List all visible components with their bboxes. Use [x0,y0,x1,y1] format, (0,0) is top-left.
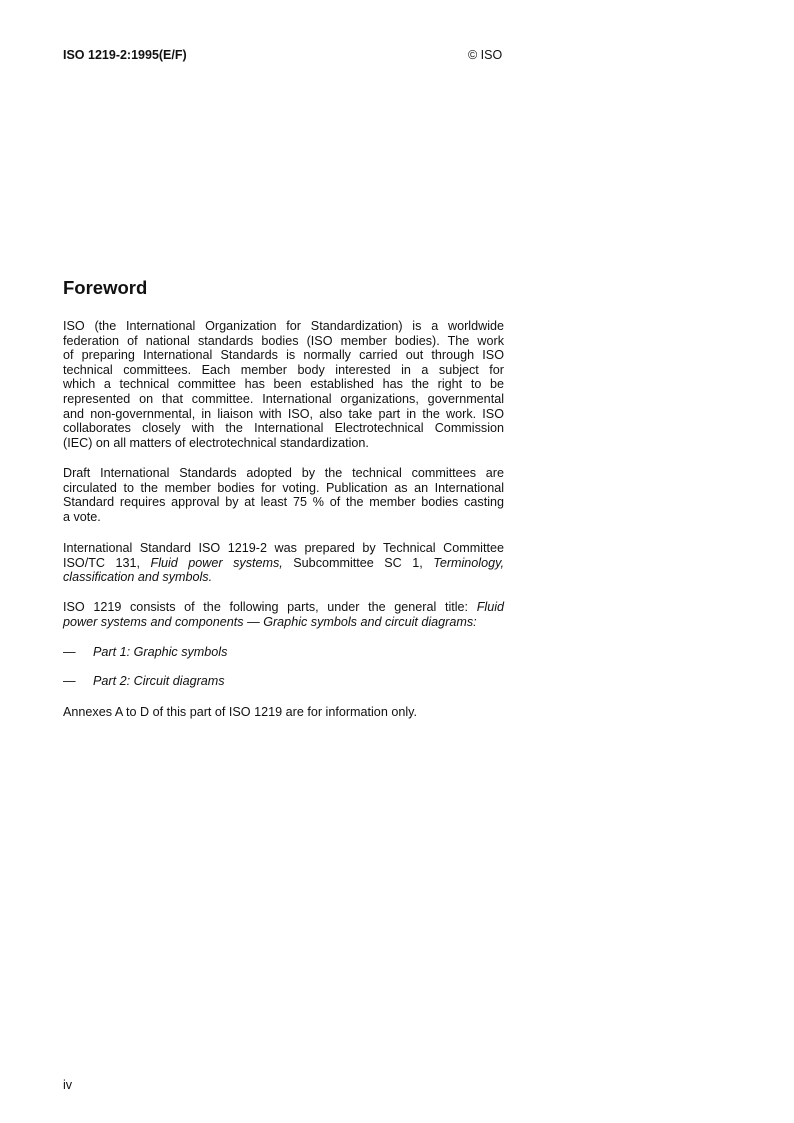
part-title: Part 2: Circuit diagrams [93,674,225,688]
list-dash: — [63,645,76,659]
general-title-cont: power systems and components — Graphic symbols and circuit diagrams: [63,614,477,629]
text-segment: Subcommittee SC 1, [282,555,434,570]
copyright: © ISO [468,48,503,62]
text-line: International Standard ISO 1219-2 was prepared by Technical Committee [63,541,504,555]
subcommittee-title-cont: classification and symbols. [63,570,213,585]
text-line: technical committees. Each member body interested in a subject for [63,362,504,377]
list-dash: — [63,674,76,688]
text-line [63,600,504,615]
paragraph-parts [63,600,504,629]
list-item [63,674,225,688]
text-line: Standard requires approval by at least 75 % of the member bodies casting [63,495,504,510]
text-line: ISO (the International Organization for Standardization) is a worldwide [63,319,504,333]
text-line: of preparing International Standards is normally carried out through ISO [63,348,504,363]
annexes-note: Annexes A to D of this part of ISO 1219 are for information only. [63,705,417,719]
subcommittee-title: Terminology, [433,555,504,570]
committee-title: Fluid power systems, [150,555,283,570]
text-line: Draft International Standards adopted by the technical committees are [63,466,504,480]
part-title: Part 1: Graphic symbols [93,645,228,659]
page-number: iv [63,1078,73,1092]
text-line: a vote. [63,509,101,524]
text-segment: ISO 1219 consists of the following parts, under the general title: [63,600,477,614]
text-line: represented on that committee. International organizations, governmental [63,391,504,406]
text-line: (IEC) on all matters of electrotechnical standardization. [63,435,369,450]
text-line: and non-governmental, in liaison with ISO, also take part in the work. ISO [63,406,504,421]
document-id: ISO 1219-2:1995(E/F) [63,48,187,62]
text-line [63,556,504,571]
page-title: Foreword [63,277,148,298]
list-item [63,645,227,659]
text-line: federation of national standards bodies (ISO member bodies). The work [63,333,504,348]
paragraph-draft-standards [63,466,504,524]
text-line: collaborates closely with the International Electrotechnical Commission [63,421,504,436]
text-line: circulated to the member bodies for voting. Publication as an International [63,480,504,495]
text-line: which a technical committee has been established has the right to be [63,377,504,392]
general-title: Fluid [476,600,504,614]
text-segment: ISO/TC 131, [63,555,151,570]
paragraph-iso-intro [63,319,504,450]
paragraph-prepared-by [63,541,504,585]
